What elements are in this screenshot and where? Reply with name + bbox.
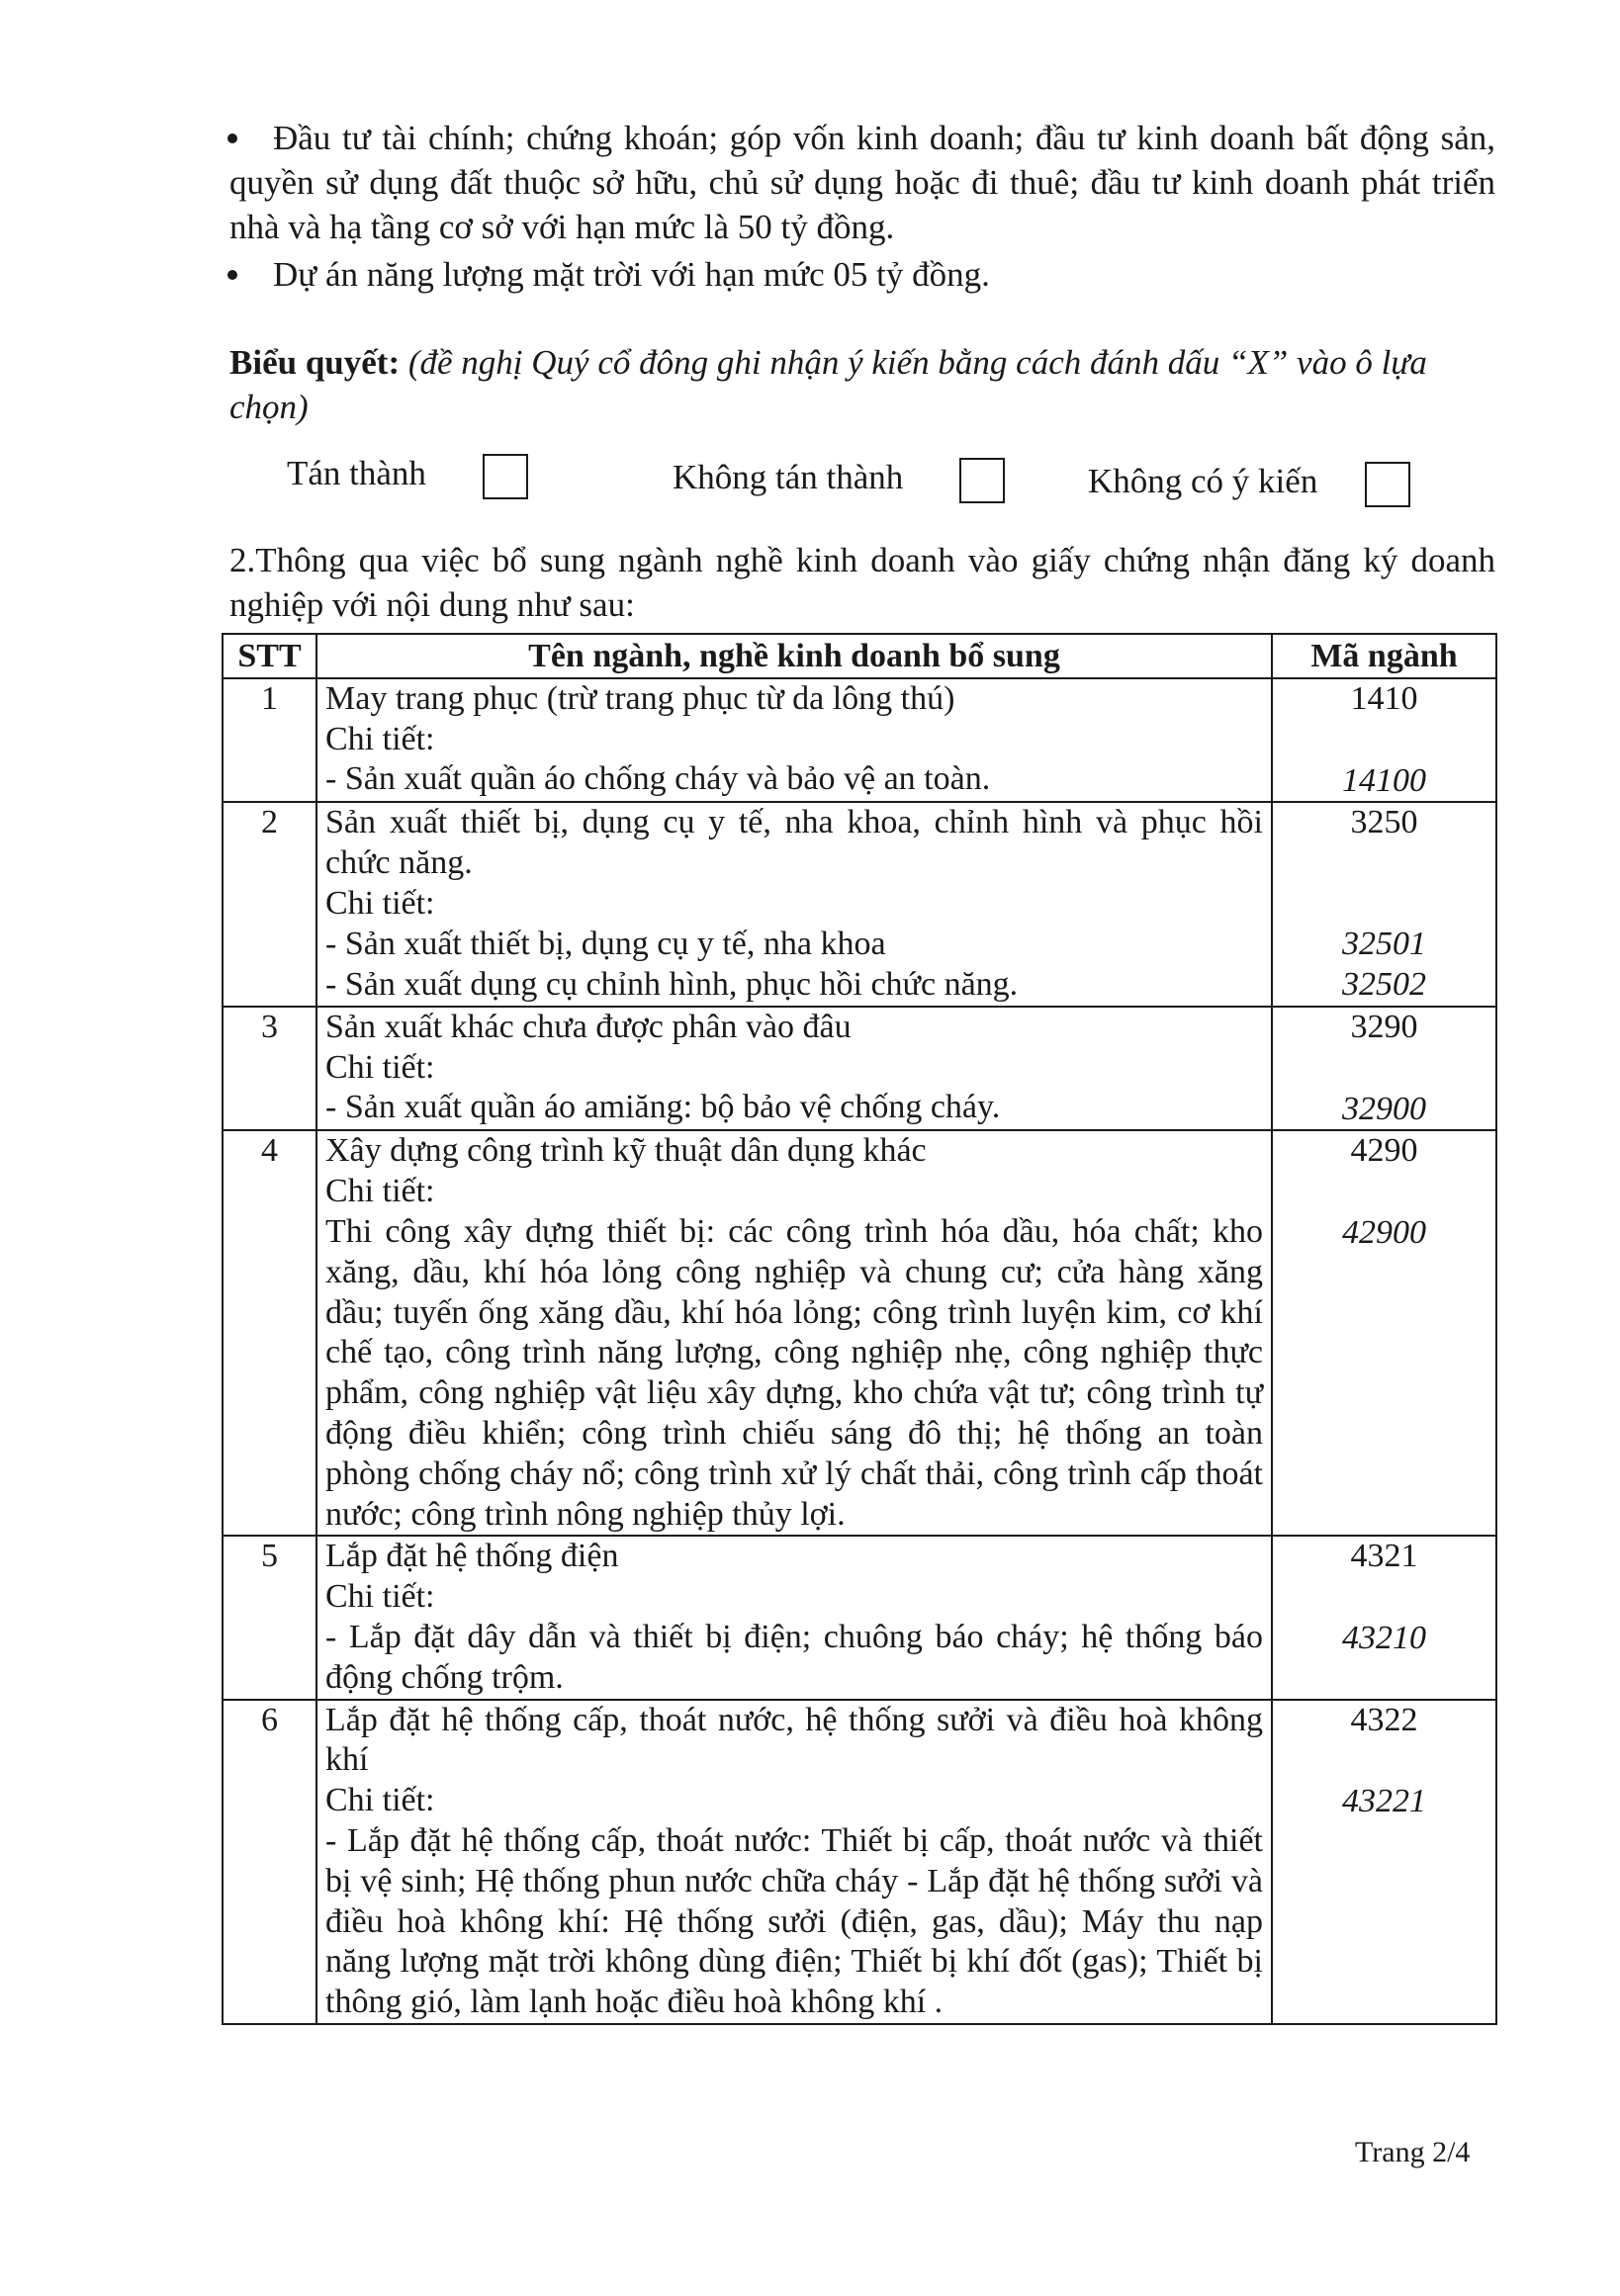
vote-instruction-text: (đề nghị Quý cổ đông ghi nhận ý kiến bằng cách đánh dấu “X” vào ô lựa chọn)	[229, 343, 1427, 426]
row-detail-code: 42900	[1342, 1214, 1426, 1252]
bullet-item	[229, 253, 1495, 298]
option-approve-checkbox[interactable]	[483, 454, 528, 499]
header-code: Mã ngành	[1272, 634, 1496, 678]
table-row	[223, 1700, 1496, 2024]
vote-instruction	[229, 341, 1495, 430]
row-line: Chi tiết:	[325, 1173, 435, 1210]
row-line: - Sản xuất dụng cụ chỉnh hình, phục hồi chức năng.	[325, 965, 1019, 1003]
row-stt: 1	[223, 678, 316, 803]
page-number: Trang 2/4	[1355, 2136, 1471, 2168]
table-row	[223, 678, 1496, 803]
row-description	[316, 678, 1272, 803]
row-line: - Sản xuất quần áo chống cháy và bảo vệ an toàn.	[325, 760, 991, 798]
vote-options	[0, 450, 1620, 509]
row-stt: 3	[223, 1007, 316, 1131]
header-stt: STT	[223, 634, 316, 678]
row-stt: 6	[223, 1700, 316, 2024]
row-description	[316, 1007, 1272, 1131]
row-line: May trang phục (trừ trang phục từ da lông thú)	[325, 679, 955, 717]
row-detail-code: 32900	[1342, 1090, 1426, 1127]
vote-label: Biểu quyết:	[229, 343, 401, 382]
table-row	[223, 1536, 1496, 1699]
table-row	[223, 802, 1496, 1006]
row-description	[316, 1536, 1272, 1699]
bullet-dot-icon	[227, 133, 237, 143]
bullet-item	[229, 117, 1495, 249]
row-main-code: 4321	[1350, 1538, 1418, 1575]
section-2-heading: 2.Thông qua việc bổ sung ngành nghề kinh doanh vào giấy chứng nhận đăng ký doanh nghiệp với nội dung như sau:	[229, 541, 1495, 624]
row-code	[1272, 802, 1496, 1006]
row-line: - Lắp đặt hệ thống cấp, thoát nước: Thiết bị cấp, thoát nước và thiết bị vệ sinh; Hệ thống phun nước chữa cháy - Lắp đặt hệ thống sưởi và điều hoà không khí: Hệ thống sưởi (điện, gas, dầu); Máy thu nạp năng lượng mặt trời không dùng điện; Thiết bị khí đốt (gas); Thiết bị thông gió, làm lạnh hoặc điều hoà không khí .	[325, 1821, 1263, 2021]
option-approve-label: Tán thành	[287, 454, 426, 492]
row-main-code: 3250	[1350, 804, 1418, 841]
row-line: Sản xuất khác chưa được phân vào đâu	[325, 1008, 852, 1045]
bullet-list	[229, 117, 1495, 302]
row-line: Thi công xây dựng thiết bị: các công trình hóa dầu, hóa chất; kho xăng, dầu, khí hóa lỏng công nghiệp và chung cư; cửa hàng xăng dầu; tuyến ống xăng dầu, khí hóa lỏng; công trình luyện kim, cơ khí chế tạo, công trình năng lượng, công nghiệp nhẹ, công nghiệp thực phẩm, công nghiệp vật liệu xây dựng, kho chứa vật tư; công trình tự động điều khiển; công trình chiếu sáng đô thị; hệ thống an toàn phòng chống cháy nổ; công trình xử lý chất thải, công trình cấp thoát nước; công trình nông nghiệp thủy lợi.	[325, 1212, 1263, 1533]
row-description	[316, 802, 1272, 1006]
table-header-row	[223, 634, 1496, 678]
row-line: Xây dựng công trình kỹ thuật dân dụng khác	[325, 1132, 927, 1170]
option-no-opinion-label: Không có ý kiến	[1088, 462, 1318, 500]
row-description	[316, 1130, 1272, 1536]
row-stt: 5	[223, 1536, 316, 1699]
table-row	[223, 1007, 1496, 1131]
row-line: - Sản xuất thiết bị, dụng cụ y tế, nha khoa	[325, 925, 886, 962]
bullet-text: Dự án năng lượng mặt trời với hạn mức 05 tỷ đồng.	[273, 255, 990, 295]
option-no-opinion-checkbox[interactable]	[1365, 462, 1410, 507]
row-detail-code: 43210	[1342, 1620, 1426, 1657]
row-line: Chi tiết:	[325, 1578, 435, 1616]
business-lines-table	[222, 633, 1497, 2025]
option-disapprove-checkbox[interactable]	[959, 458, 1005, 503]
row-line: Chi tiết:	[325, 1782, 435, 1819]
row-detail-code: 14100	[1342, 761, 1426, 799]
row-line: Sản xuất thiết bị, dụng cụ y tế, nha khoa, chỉnh hình và phục hồi chức năng.	[325, 804, 1263, 882]
header-business-name: Tên ngành, nghề kinh doanh bổ sung	[316, 634, 1272, 678]
row-line: - Sản xuất quần áo amiăng: bộ bảo vệ chống cháy.	[325, 1089, 1001, 1126]
row-line: Chi tiết:	[325, 884, 435, 922]
row-code	[1272, 1130, 1496, 1536]
row-main-code: 4322	[1350, 1701, 1418, 1738]
row-line: Lắp đặt hệ thống điện	[325, 1538, 619, 1575]
row-code	[1272, 1007, 1496, 1131]
row-code	[1272, 678, 1496, 803]
row-line: Chi tiết:	[325, 720, 435, 757]
table-row	[223, 1130, 1496, 1536]
row-stt: 2	[223, 802, 316, 1006]
row-line: Lắp đặt hệ thống cấp, thoát nước, hệ thống sưởi và điều hoà không khí	[325, 1701, 1263, 1779]
row-main-code: 4290	[1350, 1132, 1418, 1170]
row-main-code: 3290	[1350, 1008, 1418, 1045]
bullet-text: Đầu tư tài chính; chứng khoán; góp vốn kinh doanh; đầu tư kinh doanh bất động sản, quyền sử dụng đất thuộc sở hữu, chủ sử dụng hoặc đi thuê; đầu tư kinh doanh phát triển nhà và hạ tầng cơ sở với hạn mức là 50 tỷ đồng.	[229, 119, 1495, 246]
row-detail-code: 32502	[1342, 965, 1426, 1003]
row-line: - Lắp đặt dây dẫn và thiết bị điện; chuông báo cháy; hệ thống báo động chống trộm.	[325, 1618, 1263, 1696]
row-line: Chi tiết:	[325, 1048, 435, 1086]
row-code	[1272, 1536, 1496, 1699]
row-description	[316, 1700, 1272, 2024]
row-main-code: 1410	[1350, 679, 1418, 717]
row-detail-code: 43221	[1342, 1783, 1426, 1820]
row-detail-code: 32501	[1342, 926, 1426, 963]
option-disapprove-label: Không tán thành	[673, 458, 904, 496]
row-stt: 4	[223, 1130, 316, 1536]
row-code	[1272, 1700, 1496, 2024]
